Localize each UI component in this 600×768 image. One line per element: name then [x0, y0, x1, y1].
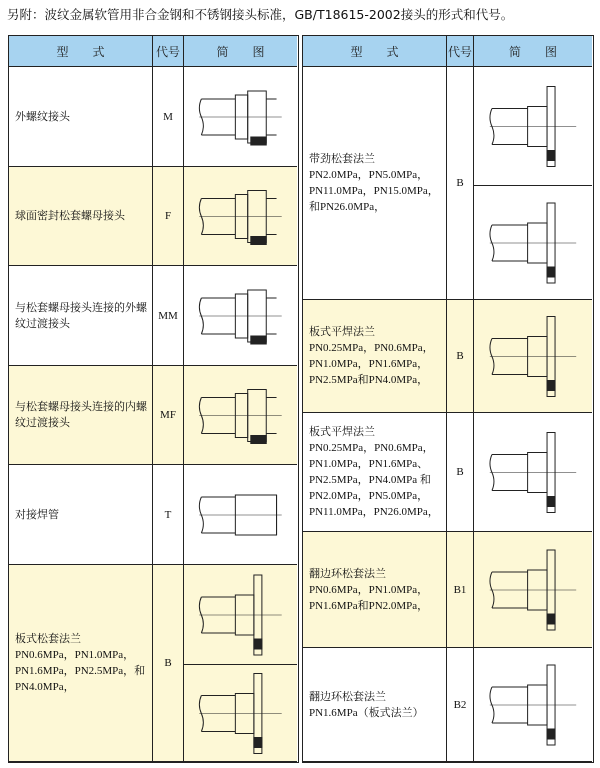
- row-type: [303, 648, 447, 762]
- type-name: 翻边环松套法兰: [309, 690, 386, 703]
- fitting-drawing: [189, 470, 292, 560]
- diagram-cell: [184, 266, 297, 366]
- row-code: B: [447, 413, 474, 532]
- row-type: [9, 465, 153, 565]
- header-type: 型 式: [303, 36, 447, 67]
- fitting-drawing: [479, 537, 587, 643]
- row-code: T: [153, 465, 184, 565]
- diagram-cell: [474, 67, 592, 186]
- type-name: 带劲松套法兰: [309, 153, 375, 165]
- row-code: B: [447, 300, 474, 413]
- diagram-cell: [474, 648, 592, 762]
- pressure-ratings: PN0.6MPa，PN1.0MPa，PN1.6MPa和PN2.0MPa，: [309, 583, 429, 612]
- fitting-drawing: [189, 72, 292, 162]
- type-name: 翻边环松套法兰: [309, 567, 386, 580]
- diagram-cell: [184, 565, 297, 665]
- pressure-ratings: PN0.25MPa，PN0.6MPa，PN1.0MPa，PN1.6MPa，PN2.5MPa和PN4.0MPa，: [309, 342, 434, 386]
- row-type: [9, 565, 153, 762]
- type-name: 板式平焊法兰: [309, 326, 375, 338]
- header-code: 代号: [153, 36, 184, 67]
- type-name: 板式平焊法兰: [309, 426, 375, 438]
- diagram-cell: [184, 67, 297, 167]
- type-name: 与松套螺母接头连接的外螺纹过渡接头: [15, 301, 147, 330]
- row-type: [9, 167, 153, 266]
- left-table: [8, 35, 299, 763]
- diagram-cell: [184, 465, 297, 565]
- header-diagram: 简 图: [474, 36, 592, 67]
- fitting-drawing: [479, 418, 587, 527]
- fitting-drawing: [189, 371, 292, 460]
- pressure-ratings: PN0.25MPa，PN0.6MPa，PN1.0MPa，PN1.6MPa、PN2.5MPa，PN4.0MPa 和PN2.0MPa，PN5.0MPa，PN11.0MPa，PN26.0MPa，: [309, 442, 439, 518]
- diagram-cell: [474, 532, 592, 648]
- row-type: [303, 67, 447, 300]
- right-table: [302, 35, 594, 763]
- type-name: 球面密封松套螺母接头: [15, 210, 125, 222]
- pressure-ratings: PN0.6MPa，PN1.0MPa，PN1.6MPa，PN2.5MPa，和PN4.0MPa，: [15, 649, 146, 693]
- fitting-drawing: [479, 305, 587, 408]
- row-code: B2: [447, 648, 474, 762]
- diagram-cell: [184, 167, 297, 266]
- header-diagram: 简 图: [184, 36, 297, 67]
- diagram-cell: [184, 366, 297, 465]
- pressure-ratings: PN1.6MPa（板式法兰）: [309, 706, 424, 719]
- row-code: B1: [447, 532, 474, 648]
- row-code: M: [153, 67, 184, 167]
- header-code: 代号: [447, 36, 474, 67]
- fitting-drawing: [189, 670, 292, 757]
- fitting-drawing: [479, 653, 587, 757]
- diagram-cell: [474, 300, 592, 413]
- diagram-cell: [184, 665, 297, 762]
- row-type: [9, 366, 153, 465]
- row-type: [9, 67, 153, 167]
- row-type: [303, 300, 447, 413]
- diagram-cell: [474, 186, 592, 300]
- row-code: F: [153, 167, 184, 266]
- fitting-drawing: [479, 191, 587, 295]
- row-code: B: [447, 67, 474, 300]
- fitting-drawing: [189, 271, 292, 361]
- row-code: B: [153, 565, 184, 762]
- header-type: 型 式: [9, 36, 153, 67]
- pressure-ratings: PN2.0MPa，PN5.0MPa，PN11.0MPa，PN15.0MPa，和PN26.0MPa，: [309, 169, 439, 213]
- fitting-drawing: [189, 570, 292, 660]
- row-type: [303, 413, 447, 532]
- type-name: 外螺纹接头: [15, 110, 70, 123]
- fitting-drawing: [189, 172, 292, 261]
- type-name: 对接焊管: [15, 508, 59, 521]
- diagram-cell: [474, 413, 592, 532]
- fitting-drawing: [479, 72, 587, 181]
- row-type: [303, 532, 447, 648]
- type-name: 与松套螺母接头连接的内螺纹过渡接头: [15, 401, 147, 429]
- type-name: 板式松套法兰: [15, 633, 81, 645]
- row-type: [9, 266, 153, 366]
- page-title: 另附：波纹金属软管用非合金钢和不锈钢接头标准，GB/T18615-2002接头的形式和代号。: [7, 7, 514, 22]
- row-code: MM: [153, 266, 184, 366]
- row-code: MF: [153, 366, 184, 465]
